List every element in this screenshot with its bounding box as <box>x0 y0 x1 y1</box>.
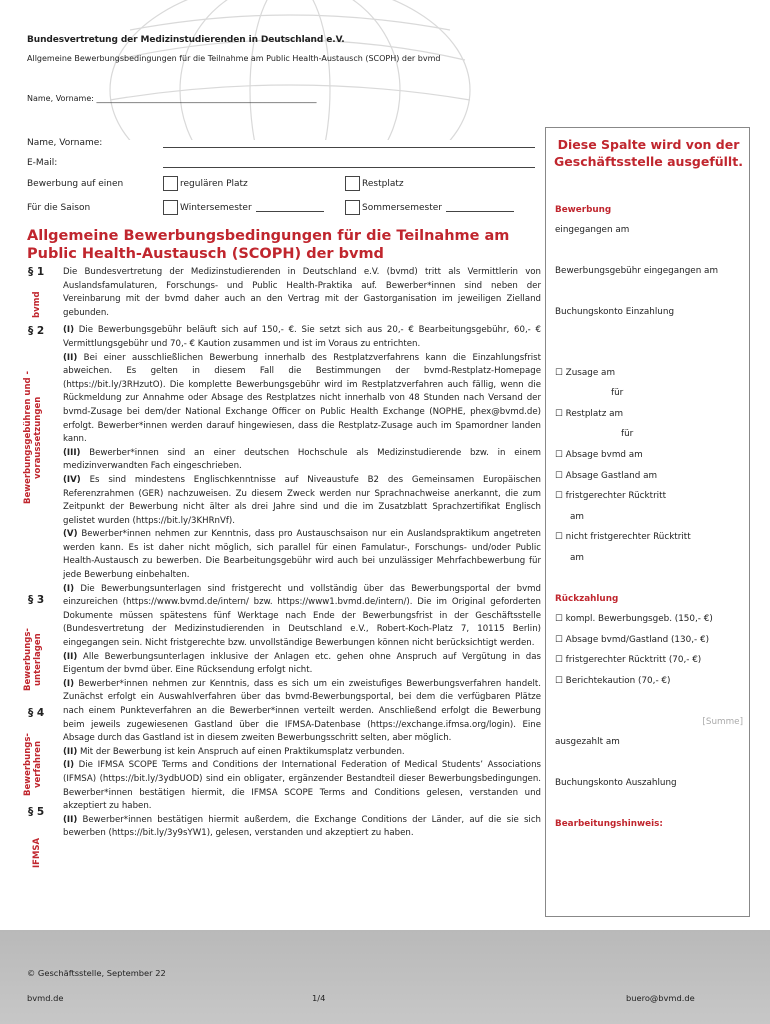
payout-account-field: Buchungskonto Auszahlung <box>555 778 677 788</box>
item-text: Die IFMSA SCOPE Terms and Conditions der International Federation of Medical Students’ Associations (IFMSA) (https://bit.ly/3ydbUOD) sind ein obligater, ergänzender Bestandteil dieser Bewerbungsbedingungen. Bewerber*innen bestätigen hiermit, die IFMSA SCOPE Terms and Conditions gelesen, verstanden und akzeptiert zu haben. <box>63 760 541 812</box>
item-number: (II) <box>63 814 78 825</box>
section-3-label: Bewerbungs-unterlagen <box>23 628 43 691</box>
remaining-place-option[interactable] <box>345 176 404 191</box>
section-2-label: Bewerbungsgebühren und -voraussetzungen <box>23 370 43 505</box>
rejection-bvmd-checkbox[interactable]: ☐ Absage bvmd am <box>555 450 643 460</box>
refund-deposit-checkbox[interactable]: ☐ Berichtekaution (70,- €) <box>555 676 671 686</box>
processing-note-heading: Bearbeitungshinweis: <box>555 819 663 829</box>
item-text: Die Bewerbungsgebühr beläuft sich auf 150,- €. Sie setzt sich aus 20,- € Bearbeitungsgebühr, 60,- € Vermittlungsgebühr und 70,- € Kaution zusammen und ist im Voraus zu entrichten. <box>63 325 541 349</box>
sum-field[interactable]: [Summe] <box>702 717 743 727</box>
sidebar-heading: Diese Spalte wird von der Geschäftsstelle ausgefüllt. <box>554 137 743 169</box>
footer <box>0 930 770 1024</box>
summer-label: Sommersemester <box>362 202 442 213</box>
section-2-marker: § 2 <box>28 325 45 337</box>
rejection-host-checkbox[interactable]: ☐ Absage Gastland am <box>555 471 658 481</box>
section-1-marker: § 1 <box>28 266 45 278</box>
remaining-place-label: Restplatz <box>362 178 404 189</box>
item-number: (I) <box>63 325 75 336</box>
document-subtitle: Allgemeine Bewerbungsbedingungen für die Teilnahme am Public Health-Austausch (SCOPH) der bvmd <box>27 54 441 63</box>
item-number: (I) <box>63 678 75 689</box>
item-text: Bei einer ausschließlichen Bewerbung innerhalb des Restplatzverfahrens kann die Einzahlungsfrist abweichen. Es gelten in diesem Fall die Bestimmungen der bvmd-Restplatz-Homepage (https://bit.ly/3RHzutO). Die komplette Bewerbungsgebühr wird im Restplatzverfahren auch fällig, wenn die Rückmeldung zur Annahme oder Absage des Restplatzes nicht innerhalb von 48 Stunden nach Versand der bvmd-Zusage bei dem/der National Exchange Officer on Public Health Exchange (NOPHE, phex@bvmd.de) erfolgt. Bewerber*innen werden darauf hingewiesen, dass die Restplatz-Zusage auch im Spamordner landen kann. <box>63 352 541 445</box>
name-label: Name, Vorname: <box>27 138 103 148</box>
item-number: (II) <box>63 651 78 662</box>
item-text: Bewerber*innen sind an einer deutschen Hochschule als Medizinstudierende bzw. in einem medizinverwandten Fach eingeschrieben. <box>63 447 541 472</box>
item-number: (II) <box>63 746 78 757</box>
season-label: Für die Saison <box>27 203 91 213</box>
section-2-item-1 <box>63 324 541 351</box>
winter-year-field[interactable] <box>256 203 324 212</box>
footer-website[interactable]: bvmd.de <box>27 993 64 1003</box>
item-number: (III) <box>63 447 81 458</box>
sidebar-section-refund: Rückzahlung <box>555 594 619 604</box>
item-text: Die Bewerbungsunterlagen sind fristgerecht und vollständig über das Bewerbungsportal der bvmd einzureichen (https://www.bvmd.de/intern/ bzw. https://www1.bvmd.de/intern/). Die im Original geforderten Dokumente müssen spätestens fünf Werktage nach Ende der Bewerbungsfrist in der Geschäftsstelle (Bundesvertretung der Medizinstudierenden in Deutschland e.V., Robert-Koch-Platz 7, 10115 Berlin) eingegangen sein. Nicht fristgerechte bzw. unvollständige Bewerbungen können nicht berücksichtigt werden. <box>63 583 541 649</box>
received-on-field: eingegangen am <box>555 225 630 235</box>
item-number: (II) <box>63 352 78 363</box>
email-row <box>27 158 164 168</box>
section-3-item-2 <box>63 651 541 678</box>
application-type-label: Bewerbung auf einen <box>27 179 124 189</box>
item-text: Mit der Bewerbung ist kein Anspruch auf einen Praktikumsplatz verbunden. <box>77 746 405 757</box>
name-row <box>27 138 164 148</box>
section-4-marker: § 4 <box>28 707 45 719</box>
item-number: (V) <box>63 529 78 540</box>
page-number: 1/4 <box>312 993 326 1003</box>
winter-checkbox[interactable] <box>163 200 178 215</box>
item-text: Bewerber*innen bestätigen hiermit außerdem, die Exchange Conditions der Länder, auf die sie sich bewerben (https://bit.ly/3y9sYW1), gelesen, verstanden und akzeptiert zu haben. <box>63 814 541 839</box>
item-number: (I) <box>63 583 75 594</box>
office-use-sidebar <box>545 127 750 917</box>
name-field[interactable] <box>163 147 535 148</box>
refund-rejection-checkbox[interactable]: ☐ Absage bvmd/Gastland (130,- €) <box>555 635 710 645</box>
acceptance-for-field: für <box>611 388 624 398</box>
regular-place-checkbox[interactable] <box>163 176 178 191</box>
paid-out-field: ausgezahlt am <box>555 737 620 747</box>
item-text: Es sind mindestens Englischkenntnisse auf Niveaustufe B2 des Gemeinsamen Europäischen Referenzrahmen (GER) nachzuweisen. Zu diesem Zweck werden nur Sprachnachweise anerkannt, die zum Zeitpunkt der Bewerbung nicht älter als drei Jahre sind und die im Zusatzblatt Sprachzertifikat Englisch gelistet wurden (https://bit.ly/3KHRnVf). <box>63 474 541 526</box>
summer-year-field[interactable] <box>446 203 514 212</box>
refund-full-checkbox[interactable]: ☐ kompl. Bewerbungsgeb. (150,- €) <box>555 614 713 624</box>
section-4-item-1 <box>63 678 541 746</box>
item-text: Bewerber*innen nehmen zur Kenntnis, dass es sich um ein zweistufiges Bewerbungsverfahren handelt. Zunächst erfolgt ein Auswahlverfahren über das bvmd-Bewerbungsportal, bei dem die verfügbaren Plätze nach einem Punkteverfahren an die Bewerber*innen verteilt werden. Anschließend erfolgt die Bewerbung beim jeweils zugewiesenen Gastland über die IFMSA-Datenbase (https://exchange.ifmsa.org/login). Eine Absage durch das Gastland ist in diesem zweiten Bewerbungsschritt selten, aber möglich. <box>63 678 541 744</box>
org-title: Bundesvertretung der Medizinstudierenden in Deutschland e.V. <box>27 35 345 45</box>
late-withdrawal-checkbox[interactable]: ☐ nicht fristgerechter Rücktritt <box>555 532 691 542</box>
section-3-marker: § 3 <box>28 594 45 606</box>
section-2-item-5 <box>63 528 541 582</box>
item-text: Bewerber*innen nehmen zur Kenntnis, dass pro Austauschsaison nur ein Auslandspraktikum angetreten werden kann. Es ist daher nicht möglich, sich parallel für einen Famulatur-, Forschungs- und/oder Public Health-Austausch zu bewerben. Die Bearbeitungsgebühr wird auch bei unzulässiger Mehrfachbewerbung für jede Bewerbung einbehalten. <box>63 529 541 581</box>
email-field[interactable] <box>163 167 535 168</box>
section-5-item-1 <box>63 759 541 813</box>
header-name-line: Name, Vorname: _______________________________________________________ <box>27 94 317 103</box>
section-2-item-2 <box>63 352 541 447</box>
sidebar-section-application: Bewerbung <box>555 205 612 215</box>
section-1-label: bvmd <box>32 291 42 319</box>
regular-place-label: regulären Platz <box>180 178 248 189</box>
terms-body <box>63 266 541 841</box>
section-1-text: Die Bundesvertretung der Medizinstudierenden in Deutschland e.V. (bvmd) tritt als Vermittlerin von Auslandsfamulaturen, Forschungs- und Public Health-Praktika auf. Bewerber*innen sind neben der Vereinbarung mit der bvmd daher auch an den Vertrag mit der Gastorganisation im jeweiligen Zielland gebunden. <box>63 267 541 318</box>
footer-email[interactable]: buero@bvmd.de <box>626 993 695 1003</box>
section-2-item-4 <box>63 474 541 528</box>
winter-label: Wintersemester <box>180 202 252 213</box>
item-text: Alle Bewerbungsunterlagen inklusive der Anlagen etc. gehen ohne Anspruch auf Vergütung in das Eigentum der bvmd über. Eine Rücksendung erfolgt nicht. <box>63 651 541 676</box>
regular-place-option[interactable] <box>163 176 248 191</box>
globe-watermark <box>0 0 770 140</box>
section-5-item-2 <box>63 814 541 841</box>
main-title: Allgemeine Bewerbungsbedingungen für die Teilnahme am Public Health-Austausch (SCOPH) der bvmd <box>27 228 510 262</box>
timely-withdrawal-checkbox[interactable]: ☐ fristgerechter Rücktritt <box>555 491 667 501</box>
remaining-place-checkbox[interactable] <box>345 176 360 191</box>
timely-withdrawal-date: am <box>570 512 584 522</box>
section-5-marker: § 5 <box>28 806 45 818</box>
email-label: E-Mail: <box>27 158 58 168</box>
late-withdrawal-date: am <box>570 553 584 563</box>
refund-withdrawal-checkbox[interactable]: ☐ fristgerechter Rücktritt (70,- €) <box>555 655 702 665</box>
footer-copyright: © Geschäftsstelle, September 22 <box>27 968 166 978</box>
section-2-item-3 <box>63 447 541 474</box>
section-5-label: IFMSA <box>32 837 42 868</box>
season-row <box>27 203 164 213</box>
section-3-item-1 <box>63 583 541 651</box>
summer-option[interactable] <box>345 200 514 215</box>
fee-received-field: Bewerbungsgebühr eingegangen am <box>555 266 719 276</box>
deposit-account-field: Buchungskonto Einzahlung <box>555 307 675 317</box>
section-4-label: Bewerbungs-verfahren <box>23 733 43 796</box>
item-number: (IV) <box>63 474 81 485</box>
application-type-row <box>27 179 164 189</box>
item-number: (I) <box>63 760 75 771</box>
remaining-place-checkbox-sidebar[interactable]: ☐ Restplatz am <box>555 409 624 419</box>
summer-checkbox[interactable] <box>345 200 360 215</box>
remaining-for-field: für <box>621 429 634 439</box>
section-4-item-2 <box>63 746 541 760</box>
acceptance-checkbox[interactable]: ☐ Zusage am <box>555 368 616 378</box>
winter-option[interactable] <box>163 200 324 215</box>
